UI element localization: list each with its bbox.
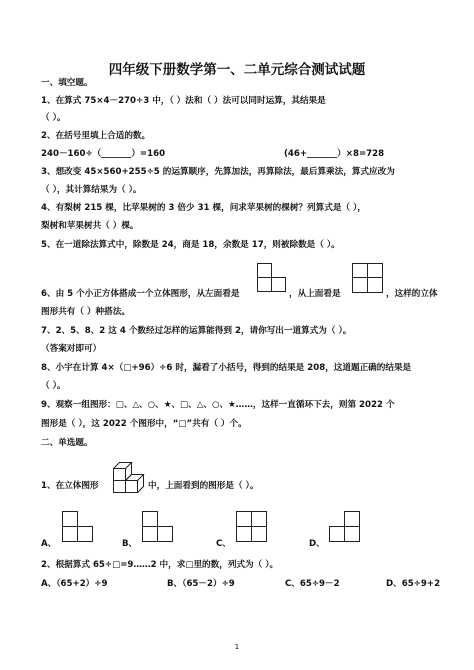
question-3-line-1: 3、想改变 45×560+255÷5 的运算顺序，先算加法，再算除法，最后算乘法，算式应改为 — [41, 167, 395, 177]
page-title: 四年级下册数学第一、二单元综合测试试题 — [108, 62, 366, 78]
question-6-line-2: 图形共有（ ）种搭法。 — [41, 307, 130, 317]
choice-question-2: 2、根据算式 65÷□=9……2 中，求□里的数，列式为（ ）。 — [41, 560, 279, 570]
solid-figure-3d — [108, 455, 146, 493]
question-4-line-1: 4、有梨树 215 棵，比苹果树的 3 倍少 31 棵，问求苹果树的棵树？列算式是（ ）， — [41, 203, 366, 213]
option-c-label: C、 — [216, 539, 231, 549]
question-1-line-1: 1、在算式 75×4－270÷3 中，（ ）法和（ ）法可以同时运算，其结果是 — [41, 96, 326, 106]
choice-question-1-text-b: 中，上面看到的图形是（ ）。 — [148, 481, 259, 491]
option-a-label: A、 — [41, 539, 57, 549]
choice-question-2-option-c: C、65÷9－2 — [285, 579, 340, 589]
top-view-figure — [352, 263, 384, 295]
question-6-text-b: ，从上面看是 — [289, 289, 341, 299]
question-2-part-b: (46+_______）×8=728 — [284, 149, 385, 159]
left-view-figure — [257, 263, 287, 296]
section-heading-fill-blank: 一、填空题。 — [41, 78, 93, 88]
question-3-line-2: （ ），其计算结果为（ ）。 — [41, 185, 142, 195]
option-c-figure — [236, 511, 268, 543]
question-2-part-a: 240－160÷（_______）=160 — [41, 149, 166, 159]
option-a-figure — [62, 511, 94, 543]
question-7-line-1: 7、2、5、8、2 这 4 个数经过怎样的运算能得到 2，请你写出一道算式为（ ）。 — [41, 326, 352, 336]
question-9-line-2: 图形是（ ），这 2022 个图形中，“□”共有（ ）个。 — [41, 419, 247, 429]
question-8-line-2: （ ）。 — [41, 381, 66, 391]
choice-question-1-text-a: 1、在立体图形 — [41, 481, 99, 491]
choice-question-2-option-b: B、（65－2）÷9 — [167, 579, 235, 589]
question-2-intro: 2、在括号里填上合适的数。 — [41, 131, 151, 141]
choice-question-2-option-d: D、65÷9+2 — [386, 579, 441, 589]
question-8-line-1: 8、小宇在计算 4×（□+96）÷6 时，漏看了小括号，得到的结果是 208，这道题正确的结果是 — [41, 363, 412, 373]
question-6-text-a: 6、由 5 个小正方体搭成一个立体图形，从左面看是 — [41, 289, 240, 299]
option-d-figure — [329, 511, 361, 543]
section-heading-single-choice: 二、单选题。 — [41, 438, 93, 448]
question-4-line-2: 梨树和苹果树共（ ）棵。 — [41, 221, 139, 231]
option-d-label: D、 — [309, 539, 325, 549]
option-b-label: B、 — [122, 539, 138, 549]
page-number: 1 — [234, 643, 240, 651]
question-1-line-2: （ ）。 — [41, 113, 66, 123]
option-b-figure — [142, 511, 174, 543]
question-6-text-c: ，这样的立体 — [386, 289, 438, 299]
question-5: 5、在一道除法算式中，除数是 24，商是 18，余数是 17，则被除数是（ ）。 — [41, 240, 340, 250]
question-9-line-1: 9、观察一组图形：□、△、○、★、□、△、○、★……，这样一直循环下去，则第 2022 个 — [41, 400, 395, 410]
question-7-line-2: （答案对即可） — [41, 344, 102, 354]
choice-question-2-option-a: A、（65+2）÷9 — [41, 579, 108, 589]
